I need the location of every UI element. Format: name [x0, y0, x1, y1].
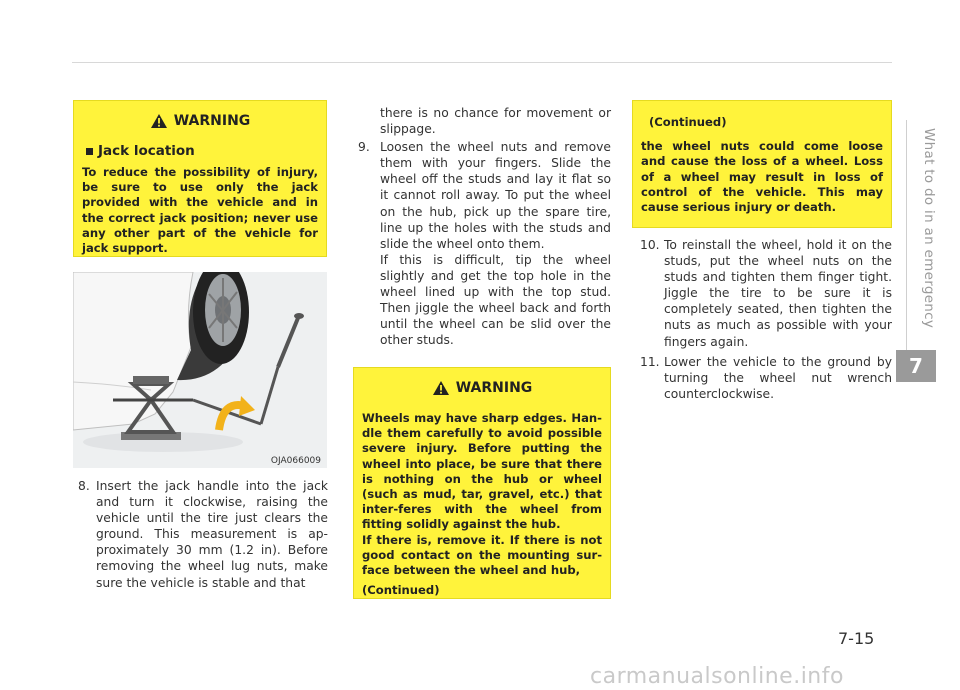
side-divider [906, 120, 907, 370]
warning-header [82, 113, 318, 129]
warning-body [362, 411, 602, 598]
step-8-continued [358, 105, 611, 137]
jack-illustration [73, 272, 327, 468]
step-list-column-3 [640, 237, 892, 402]
continued-label: (Continued) [649, 115, 727, 129]
continued-label: (Continued) [362, 583, 440, 598]
figure-code: OJA066009 [270, 456, 321, 466]
step-number: 9. [358, 140, 370, 155]
step-text: there is no chance for movement or slippage. [380, 106, 611, 137]
square-bullet-icon [86, 148, 93, 155]
warning-text: the wheel nuts could come loose and cause the loss of a wheel. Loss of a wheel may result in loss of control of the vehicle. This may cause serious injury or death. [641, 139, 883, 215]
step-9-paragraph: Loosen the wheel nuts and remove them with your fingers. Slide the wheel off the studs and lay it flat so it cannot roll away. To put the wheel on the hub, pick up the spare tire, line up the holes with the studs and slide the wheel onto them. [380, 140, 611, 251]
step-10 [640, 237, 892, 350]
warning-text: To reduce the possibility of injury, be sure to use only the jack provided with the vehicle and in the correct jack position; never use any other part of the vehicle for jack support. [82, 165, 318, 256]
warning-triangle-icon [432, 380, 450, 396]
step-text: Lower the vehicle to the ground by turning the wheel nut wrench counterclockwise. [664, 354, 892, 401]
step-list-column-1 [78, 478, 328, 591]
warning-subtitle [86, 143, 318, 159]
warning-box-sharp-edges [353, 367, 611, 599]
warning-title: WARNING [173, 113, 251, 129]
step-list-column-2 [358, 105, 611, 348]
warning-text-1: Wheels may have sharp edges. Han-dle them carefully to avoid possible severe injury. Before putting the wheel into place, be sure that there is nothing on the hub or wheel (such as mud, tar, gravel, etc.) that inter-feres with the wheel from fitting solidly against the hub. [362, 411, 602, 532]
step-9 [358, 139, 611, 348]
indent-spacer [358, 105, 380, 137]
page-number: 7-15 [838, 629, 875, 648]
step-number: 10. [640, 238, 660, 252]
step-11 [640, 354, 892, 402]
step-text: To reinstall the wheel, hold it on the studs, put the wheel nuts on the studs and tighten them finger tight. Jiggle the tire to be sure it is completely seated, then tighten the nuts as much as possible with your fingers again. [664, 238, 892, 349]
warning-box-continued [632, 100, 892, 228]
jack-wheel-drawing [73, 272, 327, 468]
step-text [380, 139, 611, 348]
continued-heading [649, 115, 883, 130]
step-8 [78, 478, 328, 591]
subtitle-text: Jack location [98, 143, 195, 159]
top-divider [72, 62, 892, 63]
warning-header [362, 380, 602, 396]
step-number: 8. [78, 479, 90, 493]
warning-body [641, 139, 883, 215]
warning-title: WARNING [455, 380, 533, 396]
step-9-note: If this is difficult, tip the wheel slightly and get the top hole in the wheel lined up with the top stud. Then jiggle the wheel back and forth until the wheel can be slid over the other studs. [380, 252, 611, 348]
warning-box-jack-location [73, 100, 327, 257]
chapter-number-tab[interactable]: 7 [896, 350, 936, 382]
warning-triangle-icon [150, 113, 168, 129]
chapter-title: What to do in an emergency [921, 128, 937, 329]
step-number: 11. [640, 354, 660, 369]
warning-body [82, 165, 318, 256]
step-text: Insert the jack handle into the jack and turn it clockwise, raising the vehicle until the tire just clears the ground. This measurement is ap-proximately 30 mm (1.2 in). Before removing the wheel lug nuts, make sure the vehicle is stable and that [96, 479, 328, 590]
watermark-text: carmanualsonline.info [590, 664, 844, 689]
warning-text-2: If there is, remove it. If there is not good contact on the mounting sur-face between the wheel and hub, [362, 532, 602, 578]
